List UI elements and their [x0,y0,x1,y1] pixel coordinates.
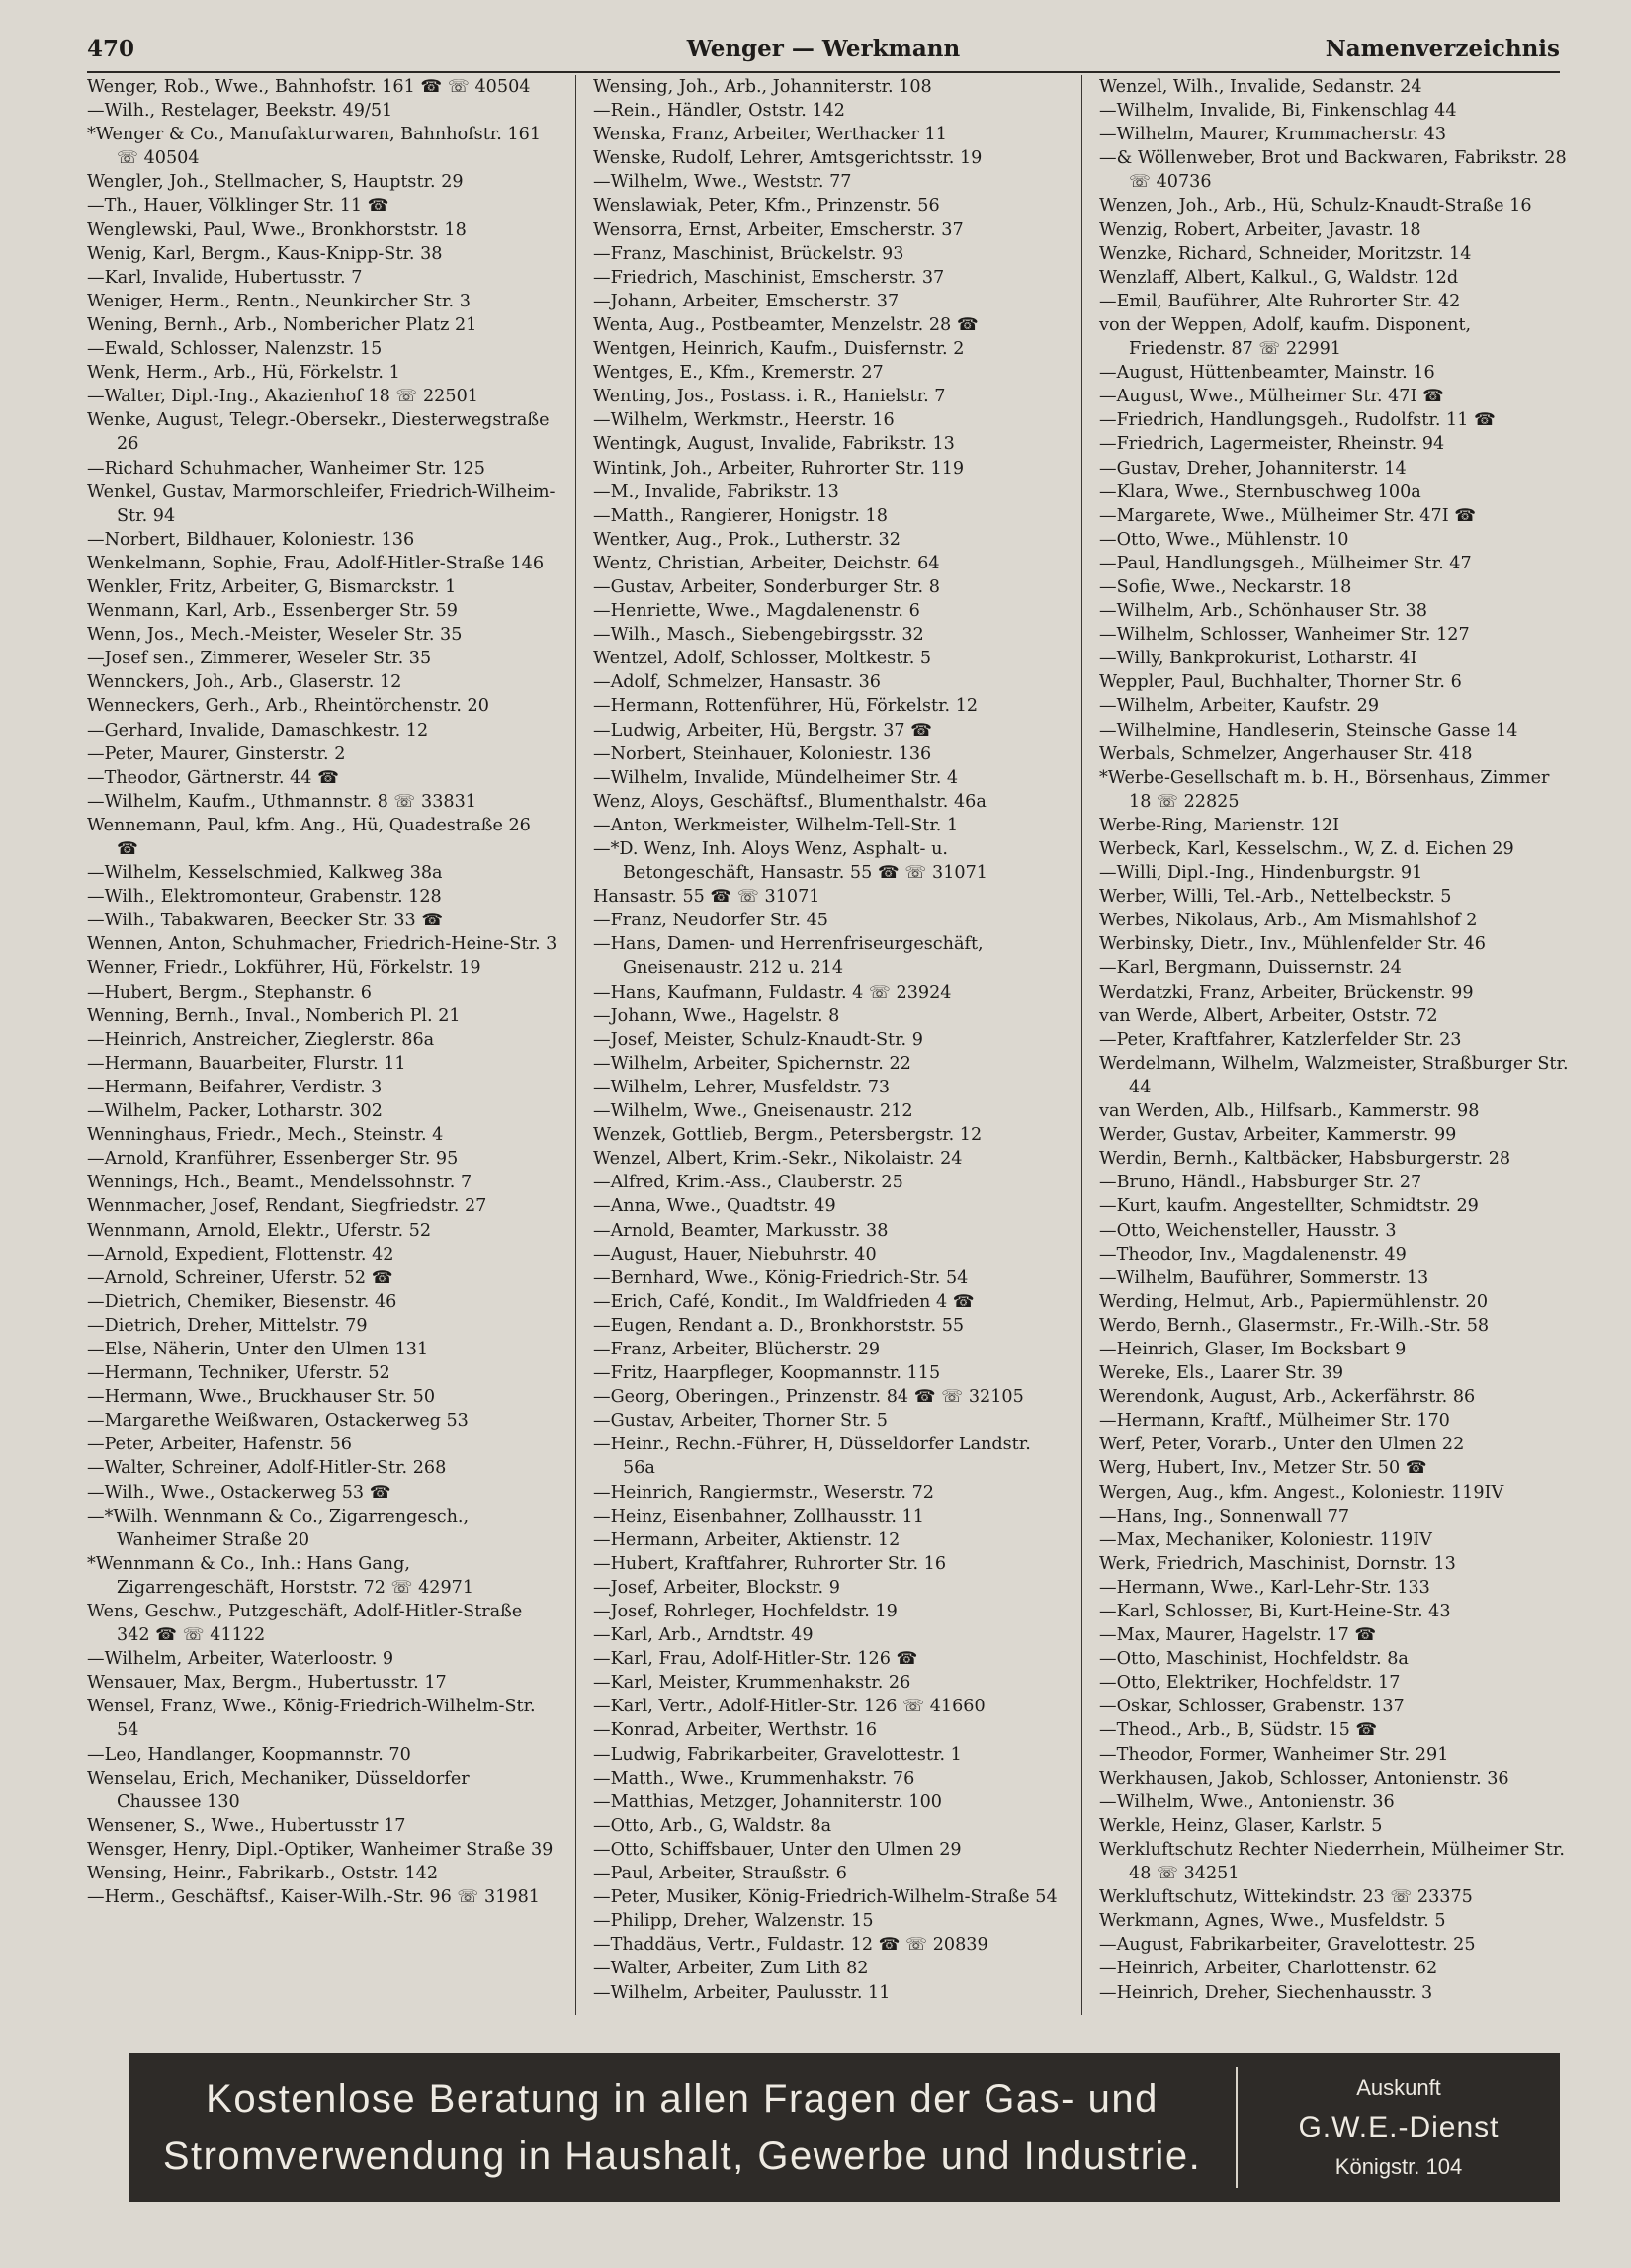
directory-entry: *Wenger & Co., Manufakturwaren, Bahnhofstr. 161 ☏ 40504 [87,125,547,169]
directory-entry: Wenta, Aug., Postbeamter, Menzelstr. 28 ☎ [593,314,979,335]
directory-entry: —Hermann, Arbeiter, Aktienstr. 12 [593,1529,901,1550]
directory-entry: —Theod., Arb., B, Südstr. 15 ☎ [1099,1720,1378,1741]
directory-entry: —Hans, Damen- und Herrenfriseurgeschäft, Gneisenaustr. 212 u. 214 [593,934,989,979]
directory-entry: —August, Fabrikarbeiter, Gravelottestr. 25 [1099,1935,1476,1956]
column-divider [1081,75,1082,2015]
directory-entry: Wenzek, Gottlieb, Bergm., Petersbergstr. 12 [593,1125,983,1146]
directory-entry: —Wilhelm, Arbeiter, Spichernstr. 22 [593,1053,911,1074]
directory-column-1 [87,75,558,2015]
directory-entry: —Theodor, Inv., Magdalenenstr. 49 [1099,1244,1407,1265]
directory-entry: —Th., Hauer, Völklinger Str. 11 ☎ [87,196,389,217]
directory-entry: —Wilhelm, Maurer, Krummacherstr. 43 [1099,125,1447,145]
directory-entry: Wenninghaus, Friedr., Mech., Steinstr. 4 [87,1125,444,1146]
directory-entry: Wensorra, Ernst, Arbeiter, Emscherstr. 37 [593,219,964,240]
directory-entry: —Otto, Schiffsbauer, Unter den Ulmen 29 [593,1839,962,1860]
directory-entry: *Wennmann & Co., Inh.: Hans Gang, Zigarrengeschäft, Horststr. 72 ☏ 42971 [87,1553,474,1598]
directory-entry: —Erich, Café, Kondit., Im Waldfrieden 4 ☎ [593,1291,975,1312]
directory-entry: Wenig, Karl, Bergm., Kaus-Knipp-Str. 38 [87,243,443,264]
directory-entry: —Willy, Bankprokurist, Lotharstr. 4I [1099,649,1417,669]
directory-column-3 [1099,75,1575,2015]
directory-entry: Wenzig, Robert, Arbeiter, Javastr. 18 [1099,219,1421,240]
directory-entry: Werdo, Bernh., Glasermstr., Fr.-Wilh.-Str. 58 [1099,1315,1490,1336]
directory-entry: —Friedrich, Maschinist, Emscherstr. 37 [593,267,945,288]
directory-entry: Wennmacher, Josef, Rendant, Siegfriedstr. 27 [87,1196,487,1217]
directory-entry: —Karl, Vertr., Adolf-Hitler-Str. 126 ☏ 41660 [593,1697,986,1717]
directory-entry: —Wilhelm, Kaufm., Uthmannstr. 8 ☏ 33831 [87,791,476,812]
directory-entry: Wenzel, Albert, Krim.-Sekr., Nikolaistr. 24 [593,1149,963,1170]
directory-entry: Wenzke, Richard, Schneider, Moritzstr. 14 [1099,243,1472,264]
directory-entry: —Sofie, Wwe., Neckarstr. 18 [1099,576,1352,597]
directory-entry: —Johann, Wwe., Hagelstr. 8 [593,1005,840,1026]
directory-entry: —Wilhelm, Werkmstr., Heerstr. 16 [593,410,895,431]
directory-entry: —*D. Wenz, Inh. Aloys Wenz, Asphalt- u. Betongeschäft, Hansastr. 55 ☎ ☏ 31071 [593,839,987,884]
directory-entry: —Fritz, Haarpfleger, Koopmannstr. 115 [593,1363,941,1384]
directory-entry: Wentges, E., Kfm., Kremerstr. 27 [593,363,884,384]
directory-entry: —Georg, Oberingen., Prinzenstr. 84 ☎ ☏ 32105 [593,1387,1024,1408]
directory-entry: Wentz, Christian, Arbeiter, Deichstr. 64 [593,553,940,573]
directory-entry: —Wilhelm, Schlosser, Wanheimer Str. 127 [1099,625,1470,646]
directory-entry: Wensel, Franz, Wwe., König-Friedrich-Wilhelm-Str. 54 [87,1697,542,1741]
banner-contact-label: Auskunft [1356,2075,1441,2100]
directory-entry: Wenneckers, Gerh., Arb., Rheintörchenstr. 20 [87,696,489,717]
directory-entry: —Karl, Bergmann, Duissernstr. 24 [1099,958,1402,979]
directory-entry: Wensener, S., Wwe., Hubertusstr 17 [87,1815,406,1836]
directory-entry: —Herm., Geschäftsf., Kaiser-Wilh.-Str. 96 ☏ 31981 [87,1887,540,1908]
directory-entry: —Wilh., Restelager, Beekstr. 49/51 [87,101,393,122]
directory-entry: —Matth., Rangierer, Honigstr. 18 [593,505,888,526]
page-number: 470 [87,36,135,62]
directory-entry: —Walter, Dipl.-Ing., Akazienhof 18 ☏ 22501 [87,387,478,407]
directory-entry: —Arnold, Kranführer, Essenberger Str. 95 [87,1149,459,1170]
directory-entry: —Norbert, Bildhauer, Koloniestr. 136 [87,529,415,550]
directory-entry: —M., Invalide, Fabrikstr. 13 [593,481,839,502]
directory-entry: Werbe-Ring, Marienstr. 12I [1099,815,1340,835]
directory-entry: —Wilhelm, Arbeiter, Paulusstr. 11 [593,1982,891,2003]
directory-entry: —Paul, Handlungsgeh., Mülheimer Str. 47 [1099,553,1472,573]
directory-entry: Wenglewski, Paul, Wwe., Bronkhorststr. 18 [87,219,467,240]
directory-entry: Wenk, Herm., Arb., Hü, Förkelstr. 1 [87,363,400,384]
directory-entry: Wensing, Joh., Arb., Johanniterstr. 108 [593,77,932,97]
directory-entry: —Konrad, Arbeiter, Werthstr. 16 [593,1720,878,1741]
directory-entry: —Otto, Weichensteller, Hausstr. 3 [1099,1220,1397,1241]
directory-entry: —Else, Näherin, Unter den Ulmen 131 [87,1339,429,1359]
directory-entry: Werkhausen, Jakob, Schlosser, Antonienstr. 36 [1099,1768,1509,1788]
directory-entry: —Matthias, Metzger, Johanniterstr. 100 [593,1791,942,1812]
directory-entry: —Wilhelm, Lehrer, Musfeldstr. 73 [593,1077,891,1097]
directory-entry: —*Wilh. Wennmann & Co., Zigarrengesch., Wanheimer Straße 20 [87,1506,474,1550]
directory-entry: —Josef, Meister, Schulz-Knaudt-Str. 9 [593,1029,923,1050]
directory-entry: Wensauer, Max, Bergm., Hubertusstr. 17 [87,1673,447,1694]
banner-contact [1238,2053,1560,2202]
directory-entry: Wenzen, Joh., Arb., Hü, Schulz-Knaudt-Straße 16 [1099,196,1532,217]
directory-entry: —Gustav, Arbeiter, Sonderburger Str. 8 [593,576,940,597]
directory-entry: Wentgen, Heinrich, Kaufm., Duisfernstr. 2 [593,339,965,360]
directory-entry: —Johann, Arbeiter, Emscherstr. 37 [593,291,900,311]
directory-entry: —Ewald, Schlosser, Nalenzstr. 15 [87,339,383,360]
directory-entry: —Friedrich, Handlungsgeh., Rudolfstr. 11 ☎ [1099,410,1496,431]
directory-entry: —Wilhelm, Arbeiter, Kaufstr. 29 [1099,696,1380,717]
directory-entry: Werdin, Bernh., Kaltbäcker, Habsburgerstr. 28 [1099,1149,1511,1170]
directory-entry: Wergen, Aug., kfm. Angest., Koloniestr. 119IV [1099,1482,1504,1503]
directory-entry: —Leo, Handlanger, Koopmannstr. 70 [87,1744,411,1765]
directory-entry: —Wilhelm, Wwe., Antonienstr. 36 [1099,1791,1395,1812]
banner-line: Stromverwendung in Haushalt, Gewerbe und Industrie. [162,2135,1202,2178]
directory-entry: —Wilhelm, Kesselschmied, Kalkweg 38a [87,863,443,884]
directory-entry: Wens, Geschw., Putzgeschäft, Adolf-Hitler-Straße 342 ☎ ☏ 41122 [87,1602,528,1646]
directory-entry: —Hermann, Rottenführer, Hü, Förkelstr. 12 [593,696,979,717]
directory-entry: Werdelmann, Wilhelm, Walzmeister, Straßburger Str. 44 [1099,1053,1575,1097]
directory-entry: van Werden, Alb., Hilfsarb., Kammerstr. 98 [1099,1101,1480,1122]
directory-entry: —Hermann, Beifahrer, Verdistr. 3 [87,1077,383,1097]
directory-entry: —Otto, Wwe., Mühlenstr. 10 [1099,529,1349,550]
directory-entry: —Wilhelm, Arb., Schönhauser Str. 38 [1099,601,1427,622]
directory-entry: —Heinrich, Arbeiter, Charlottenstr. 62 [1099,1959,1438,1979]
directory-entry: —Adolf, Schmelzer, Hansastr. 36 [593,672,881,693]
directory-entry: —Arnold, Expedient, Flottenstr. 42 [87,1244,394,1265]
banner-line: Kostenlose Beratung in allen Fragen der Gas- und [206,2077,1159,2121]
directory-entry: —Franz, Arbeiter, Blücherstr. 29 [593,1339,881,1359]
directory-entry: —Heinrich, Dreher, Siechenhausstr. 3 [1099,1982,1433,2003]
directory-entry: —Henriette, Wwe., Magdalenenstr. 6 [593,601,920,622]
directory-entry: —Karl, Invalide, Hubertusstr. 7 [87,267,363,288]
directory-entry: —Dietrich, Chemiker, Biesenstr. 46 [87,1291,397,1312]
directory-entry: —& Wöllenweber, Brot und Backwaren, Fabrikstr. 28 ☏ 40736 [1099,148,1573,193]
page-title: Wenger — Werkmann [686,36,961,62]
directory-entry: Wenske, Rudolf, Lehrer, Amtsgerichtsstr. 19 [593,148,983,169]
directory-entry: Wenslawiak, Peter, Kfm., Prinzenstr. 56 [593,196,940,217]
directory-entry: Wennen, Anton, Schuhmacher, Friedrich-Heine-Str. 3 [87,934,558,955]
directory-entry: —Margarete, Wwe., Mülheimer Str. 47I ☎ [1099,505,1477,526]
directory-entry: Werk, Friedrich, Maschinist, Dornstr. 13 [1099,1553,1456,1574]
directory-entry: —Max, Mechaniker, Koloniestr. 119IV [1099,1529,1432,1550]
directory-entry: Werkmann, Agnes, Wwe., Musfeldstr. 5 [1099,1911,1446,1932]
directory-entry: Wensger, Henry, Dipl.-Optiker, Wanheimer Straße 39 [87,1839,554,1860]
directory-entry: —Hans, Ing., Sonnenwall 77 [1099,1506,1350,1527]
directory-entry: —Wilhelmine, Handleserin, Steinsche Gasse 14 [1099,720,1518,741]
directory-entry: Wenner, Friedr., Lokführer, Hü, Förkelstr. 19 [87,958,481,979]
directory-entry: Werendonk, August, Arb., Ackerfährstr. 86 [1099,1387,1476,1408]
directory-entry: —Wilhelm, Arbeiter, Waterloostr. 9 [87,1649,394,1670]
directory-entry: —Wilh., Tabakwaren, Beecker Str. 33 ☎ [87,911,444,931]
directory-entry: —Willi, Dipl.-Ing., Hindenburgstr. 91 [1099,863,1423,884]
directory-entry: —Philipp, Dreher, Walzenstr. 15 [593,1911,874,1932]
directory-entry: Werder, Gustav, Arbeiter, Kammerstr. 99 [1099,1125,1457,1146]
directory-entry: —Emil, Bauführer, Alte Ruhrorter Str. 42 [1099,291,1461,311]
directory-entry: —Wilhelm, Invalide, Bi, Finkenschlag 44 [1099,101,1457,122]
directory-entry: —Theodor, Former, Wanheimer Str. 291 [1099,1744,1449,1765]
directory-entry: —Hermann, Wwe., Karl-Lehr-Str. 133 [1099,1577,1430,1598]
directory-entry: —Karl, Arb., Arndtstr. 49 [593,1625,814,1646]
directory-entry: Wenkel, Gustav, Marmorschleifer, Friedrich-Wilheim-Str. 94 [87,481,556,526]
section-title: Namenverzeichnis [1325,36,1560,62]
directory-entry: Wennmann, Arnold, Elektr., Uferstr. 52 [87,1220,432,1241]
directory-entry: Wennemann, Paul, kfm. Ang., Hü, Quadestraße 26 ☎ [87,815,537,859]
directory-entry: Wenselau, Erich, Mechaniker, Düsseldorfer Chaussee 130 [87,1768,475,1812]
directory-entry: —Anna, Wwe., Quadtstr. 49 [593,1196,836,1217]
directory-entry: —August, Hauer, Niebuhrstr. 40 [593,1244,877,1265]
directory-entry: —Bernhard, Wwe., König-Friedrich-Str. 54 [593,1267,969,1288]
directory-entry: —Josef sen., Zimmerer, Weseler Str. 35 [87,649,432,669]
directory-entry: —Klara, Wwe., Sternbuschweg 100a [1099,481,1421,502]
directory-entry: Wenting, Jos., Postass. i. R., Hanielstr. 7 [593,387,946,407]
banner-message [129,2053,1236,2202]
directory-entry: —Richard Schuhmacher, Wanheimer Str. 125 [87,458,485,479]
directory-entry: —Karl, Meister, Krummenhakstr. 26 [593,1673,911,1694]
directory-entry: —Gustav, Dreher, Johanniterstr. 14 [1099,458,1407,479]
directory-entry: —Heinrich, Glaser, Im Bocksbart 9 [1099,1339,1407,1359]
directory-entry: Wenning, Bernh., Inval., Nomberich Pl. 21 [87,1005,461,1026]
directory-entry: Werbals, Schmelzer, Angerhauser Str. 418 [1099,743,1473,764]
directory-entry: Wereke, Els., Laarer Str. 39 [1099,1363,1344,1384]
directory-entry: —Ludwig, Fabrikarbeiter, Gravelottestr. 1 [593,1744,962,1765]
directory-entry: —Franz, Maschinist, Brückelstr. 93 [593,243,904,264]
directory-entry: Werkluftschutz, Wittekindstr. 23 ☏ 23375 [1099,1887,1473,1908]
directory-entry: —Josef, Rohrleger, Hochfeldstr. 19 [593,1602,898,1621]
directory-entry: —Margarethe Weißwaren, Ostackerweg 53 [87,1411,469,1432]
directory-entry: —Arnold, Schreiner, Uferstr. 52 ☎ [87,1267,393,1288]
directory-entry: —Wilhelm, Invalide, Mündelheimer Str. 4 [593,767,959,788]
directory-entry: —Hubert, Bergm., Stephanstr. 6 [87,982,372,1003]
directory-entry: Wenn, Jos., Mech.-Meister, Weseler Str. 35 [87,625,463,646]
directory-entry: —Wilh., Wwe., Ostackerweg 53 ☎ [87,1482,391,1503]
directory-entry: —Dietrich, Dreher, Mittelstr. 79 [87,1315,368,1336]
directory-entry: Wengler, Joh., Stellmacher, S, Hauptstr. 29 [87,172,464,193]
directory-entry: Werbinsky, Dietr., Inv., Mühlenfelder Str. 46 [1099,934,1486,955]
directory-entry: —Hermann, Wwe., Bruckhauser Str. 50 [87,1387,436,1408]
directory-entry: —August, Wwe., Mülheimer Str. 47I ☎ [1099,387,1444,407]
directory-entry: Werbeck, Karl, Kesselschm., W, Z. d. Eichen 29 [1099,839,1514,859]
directory-entry: —Franz, Neudorfer Str. 45 [593,911,828,931]
directory-entry: —Peter, Kraftfahrer, Katzlerfelder Str. 23 [1099,1029,1462,1050]
directory-entry: Wenska, Franz, Arbeiter, Werthacker 11 [593,125,947,145]
directory-entry: Werbes, Nikolaus, Arb., Am Mismahlshof 2 [1099,911,1478,931]
directory-entry: Weniger, Herm., Rentn., Neunkircher Str. 3 [87,291,471,311]
column-divider [575,75,576,2015]
directory-entry: —Wilhelm, Wwe., Weststr. 77 [593,172,852,193]
directory-entry: Wenger, Rob., Wwe., Bahnhofstr. 161 ☎ ☏ 40504 [87,77,531,97]
directory-entry: —Heinz, Eisenbahner, Zollhausstr. 11 [593,1506,924,1527]
directory-entry: —Hermann, Bauarbeiter, Flurstr. 11 [87,1053,406,1074]
directory-entry: Wenz, Aloys, Geschäftsf., Blumenthalstr. 46a [593,791,987,812]
directory-entry: —Matth., Wwe., Krummenhakstr. 76 [593,1768,915,1788]
banner-contact-name: G.W.E.-Dienst [1298,2111,1500,2143]
directory-entry: Werding, Helmut, Arb., Papiermühlenstr. 20 [1099,1291,1489,1312]
directory-entry: Wenmann, Karl, Arb., Essenberger Str. 59 [87,601,458,622]
directory-entry: —Otto, Maschinist, Hochfeldstr. 8a [1099,1649,1409,1670]
directory-entry: Wennckers, Joh., Arb., Glaserstr. 12 [87,672,402,693]
directory-entry: —Walter, Arbeiter, Zum Lith 82 [593,1959,869,1979]
directory-entry: —Hubert, Kraftfahrer, Ruhrorter Str. 16 [593,1553,947,1574]
directory-entry: —Hermann, Kraftf., Mülheimer Str. 170 [1099,1411,1450,1432]
directory-entry: —Theodor, Gärtnerstr. 44 ☎ [87,767,340,788]
directory-entry: —Gustav, Arbeiter, Thorner Str. 5 [593,1411,888,1432]
directory-entry: Werf, Peter, Vorarb., Unter den Ulmen 22 [1099,1435,1465,1455]
advertisement-banner [129,2053,1560,2202]
directory-entry: —Heinrich, Rangiermstr., Weserstr. 72 [593,1482,934,1503]
directory-entry: —Josef, Arbeiter, Blockstr. 9 [593,1577,840,1598]
directory-entry: —Wilh., Elektromonteur, Grabenstr. 128 [87,887,442,908]
directory-entry: —Anton, Werkmeister, Wilhelm-Tell-Str. 1 [593,815,959,835]
directory-entry: —Peter, Maurer, Ginsterstr. 2 [87,743,346,764]
directory-entry: —Otto, Elektriker, Hochfeldstr. 17 [1099,1673,1401,1694]
directory-entry: —Wilhelm, Bauführer, Sommerstr. 13 [1099,1267,1429,1288]
directory-entry: Werkle, Heinz, Glaser, Karlstr. 5 [1099,1815,1383,1836]
directory-entry: —Wilh., Masch., Siebengebirgsstr. 32 [593,625,924,646]
directory-entry: —Rein., Händler, Oststr. 142 [593,101,845,122]
directory-entry: Wenkelmann, Sophie, Frau, Adolf-Hitler-Straße 146 [87,553,545,573]
directory-entry: —Paul, Arbeiter, Straußstr. 6 [593,1864,847,1884]
directory-entry: Wentingk, August, Invalide, Fabrikstr. 13 [593,434,955,455]
directory-entry: —Ludwig, Arbeiter, Hü, Bergstr. 37 ☎ [593,720,933,741]
directory-entry: Wintink, Joh., Arbeiter, Ruhrorter Str. 119 [593,458,965,479]
directory-entry: Werkluftschutz Rechter Niederrhein, Mülheimer Str. 48 ☏ 34251 [1099,1839,1571,1884]
directory-entry: Werg, Hubert, Inv., Metzer Str. 50 ☎ [1099,1458,1427,1479]
directory-entry: —Norbert, Steinhauer, Koloniestr. 136 [593,743,932,764]
directory-entry: Wenkler, Fritz, Arbeiter, G, Bismarckstr. 1 [87,576,457,597]
directory-entry: —Peter, Musiker, König-Friedrich-Wilhelm-Straße 54 [593,1887,1058,1908]
directory-entry: —Otto, Arb., G, Waldstr. 8a [593,1815,832,1836]
directory-entry: —Walter, Schreiner, Adolf-Hitler-Str. 268 [87,1458,447,1479]
directory-entry: —Wilhelm, Packer, Lotharstr. 302 [87,1101,383,1122]
directory-entry: —Hermann, Techniker, Uferstr. 52 [87,1363,390,1384]
directory-entry: —Eugen, Rendant a. D., Bronkhorststr. 55 [593,1315,965,1336]
directory-entry: —Hans, Kaufmann, Fuldastr. 4 ☏ 23924 [593,982,952,1003]
directory-column-2 [593,75,1064,2015]
directory-entry: Wensing, Heinr., Fabrikarb., Oststr. 142 [87,1864,439,1884]
directory-entry: —Oskar, Schlosser, Grabenstr. 137 [1099,1697,1405,1717]
directory-entry: —Heinrich, Anstreicher, Zieglerstr. 86a [87,1029,435,1050]
directory-entry: —Friedrich, Lagermeister, Rheinstr. 94 [1099,434,1445,455]
directory-entry: Wenzel, Wilh., Invalide, Sedanstr. 24 [1099,77,1422,97]
directory-entry: Wenke, August, Telegr.-Obersekr., Diesterwegstraße 26 [87,410,556,455]
header-rule [87,71,1560,73]
directory-entry: van Werde, Albert, Arbeiter, Oststr. 72 [1099,1005,1438,1026]
directory-entry: —Alfred, Krim.-Ass., Clauberstr. 25 [593,1173,903,1193]
directory-entry: —Arnold, Beamter, Markusstr. 38 [593,1220,889,1241]
directory-entry: Wenzlaff, Albert, Kalkul., G, Waldstr. 12d [1099,267,1459,288]
banner-contact-address: Königstr. 104 [1334,2154,1463,2179]
directory-entry: Weppler, Paul, Buchhalter, Thorner Str. 6 [1099,672,1462,693]
directory-entry: Hansastr. 55 ☎ ☏ 31071 [593,887,820,908]
directory-entry: —Thaddäus, Vertr., Fuldastr. 12 ☎ ☏ 20839 [593,1935,988,1956]
running-head [87,36,1560,75]
directory-entry: —Kurt, kaufm. Angestellter, Schmidtstr. 29 [1099,1196,1479,1217]
directory-entry: —Karl, Frau, Adolf-Hitler-Str. 126 ☎ [593,1649,918,1670]
directory-entry: Wentzel, Adolf, Schlosser, Moltkestr. 5 [593,649,932,669]
directory-entry: *Werbe-Gesellschaft m. b. H., Börsenhaus, Zimmer 18 ☏ 22825 [1099,767,1556,812]
directory-entry: von der Weppen, Adolf, kaufm. Disponent, Friedenstr. 87 ☏ 22991 [1099,314,1477,360]
directory-entry: —Wilhelm, Wwe., Gneisenaustr. 212 [593,1101,913,1122]
directory-entry: —Max, Maurer, Hagelstr. 17 ☎ [1099,1625,1377,1646]
directory-entry: Wennings, Hch., Beamt., Mendelssohnstr. 7 [87,1173,472,1193]
directory-entry: —Heinr., Rechn.-Führer, H, Düsseldorfer Landstr. 56a [593,1435,1037,1479]
directory-entry: Wening, Bernh., Arb., Nombericher Platz 21 [87,314,477,335]
directory-entry: —August, Hüttenbeamter, Mainstr. 16 [1099,363,1435,384]
directory-entry: —Gerhard, Invalide, Damaschkestr. 12 [87,720,429,741]
directory-entry: Werdatzki, Franz, Arbeiter, Brückenstr. 99 [1099,982,1474,1003]
directory-entry: Werber, Willi, Tel.-Arb., Nettelbeckstr. 5 [1099,887,1452,908]
directory-entry: —Bruno, Händl., Habsburger Str. 27 [1099,1173,1422,1193]
directory-entry: —Peter, Arbeiter, Hafenstr. 56 [87,1435,352,1455]
directory-entry: —Karl, Schlosser, Bi, Kurt-Heine-Str. 43 [1099,1602,1451,1621]
directory-entry: Wentker, Aug., Prok., Lutherstr. 32 [593,529,901,550]
